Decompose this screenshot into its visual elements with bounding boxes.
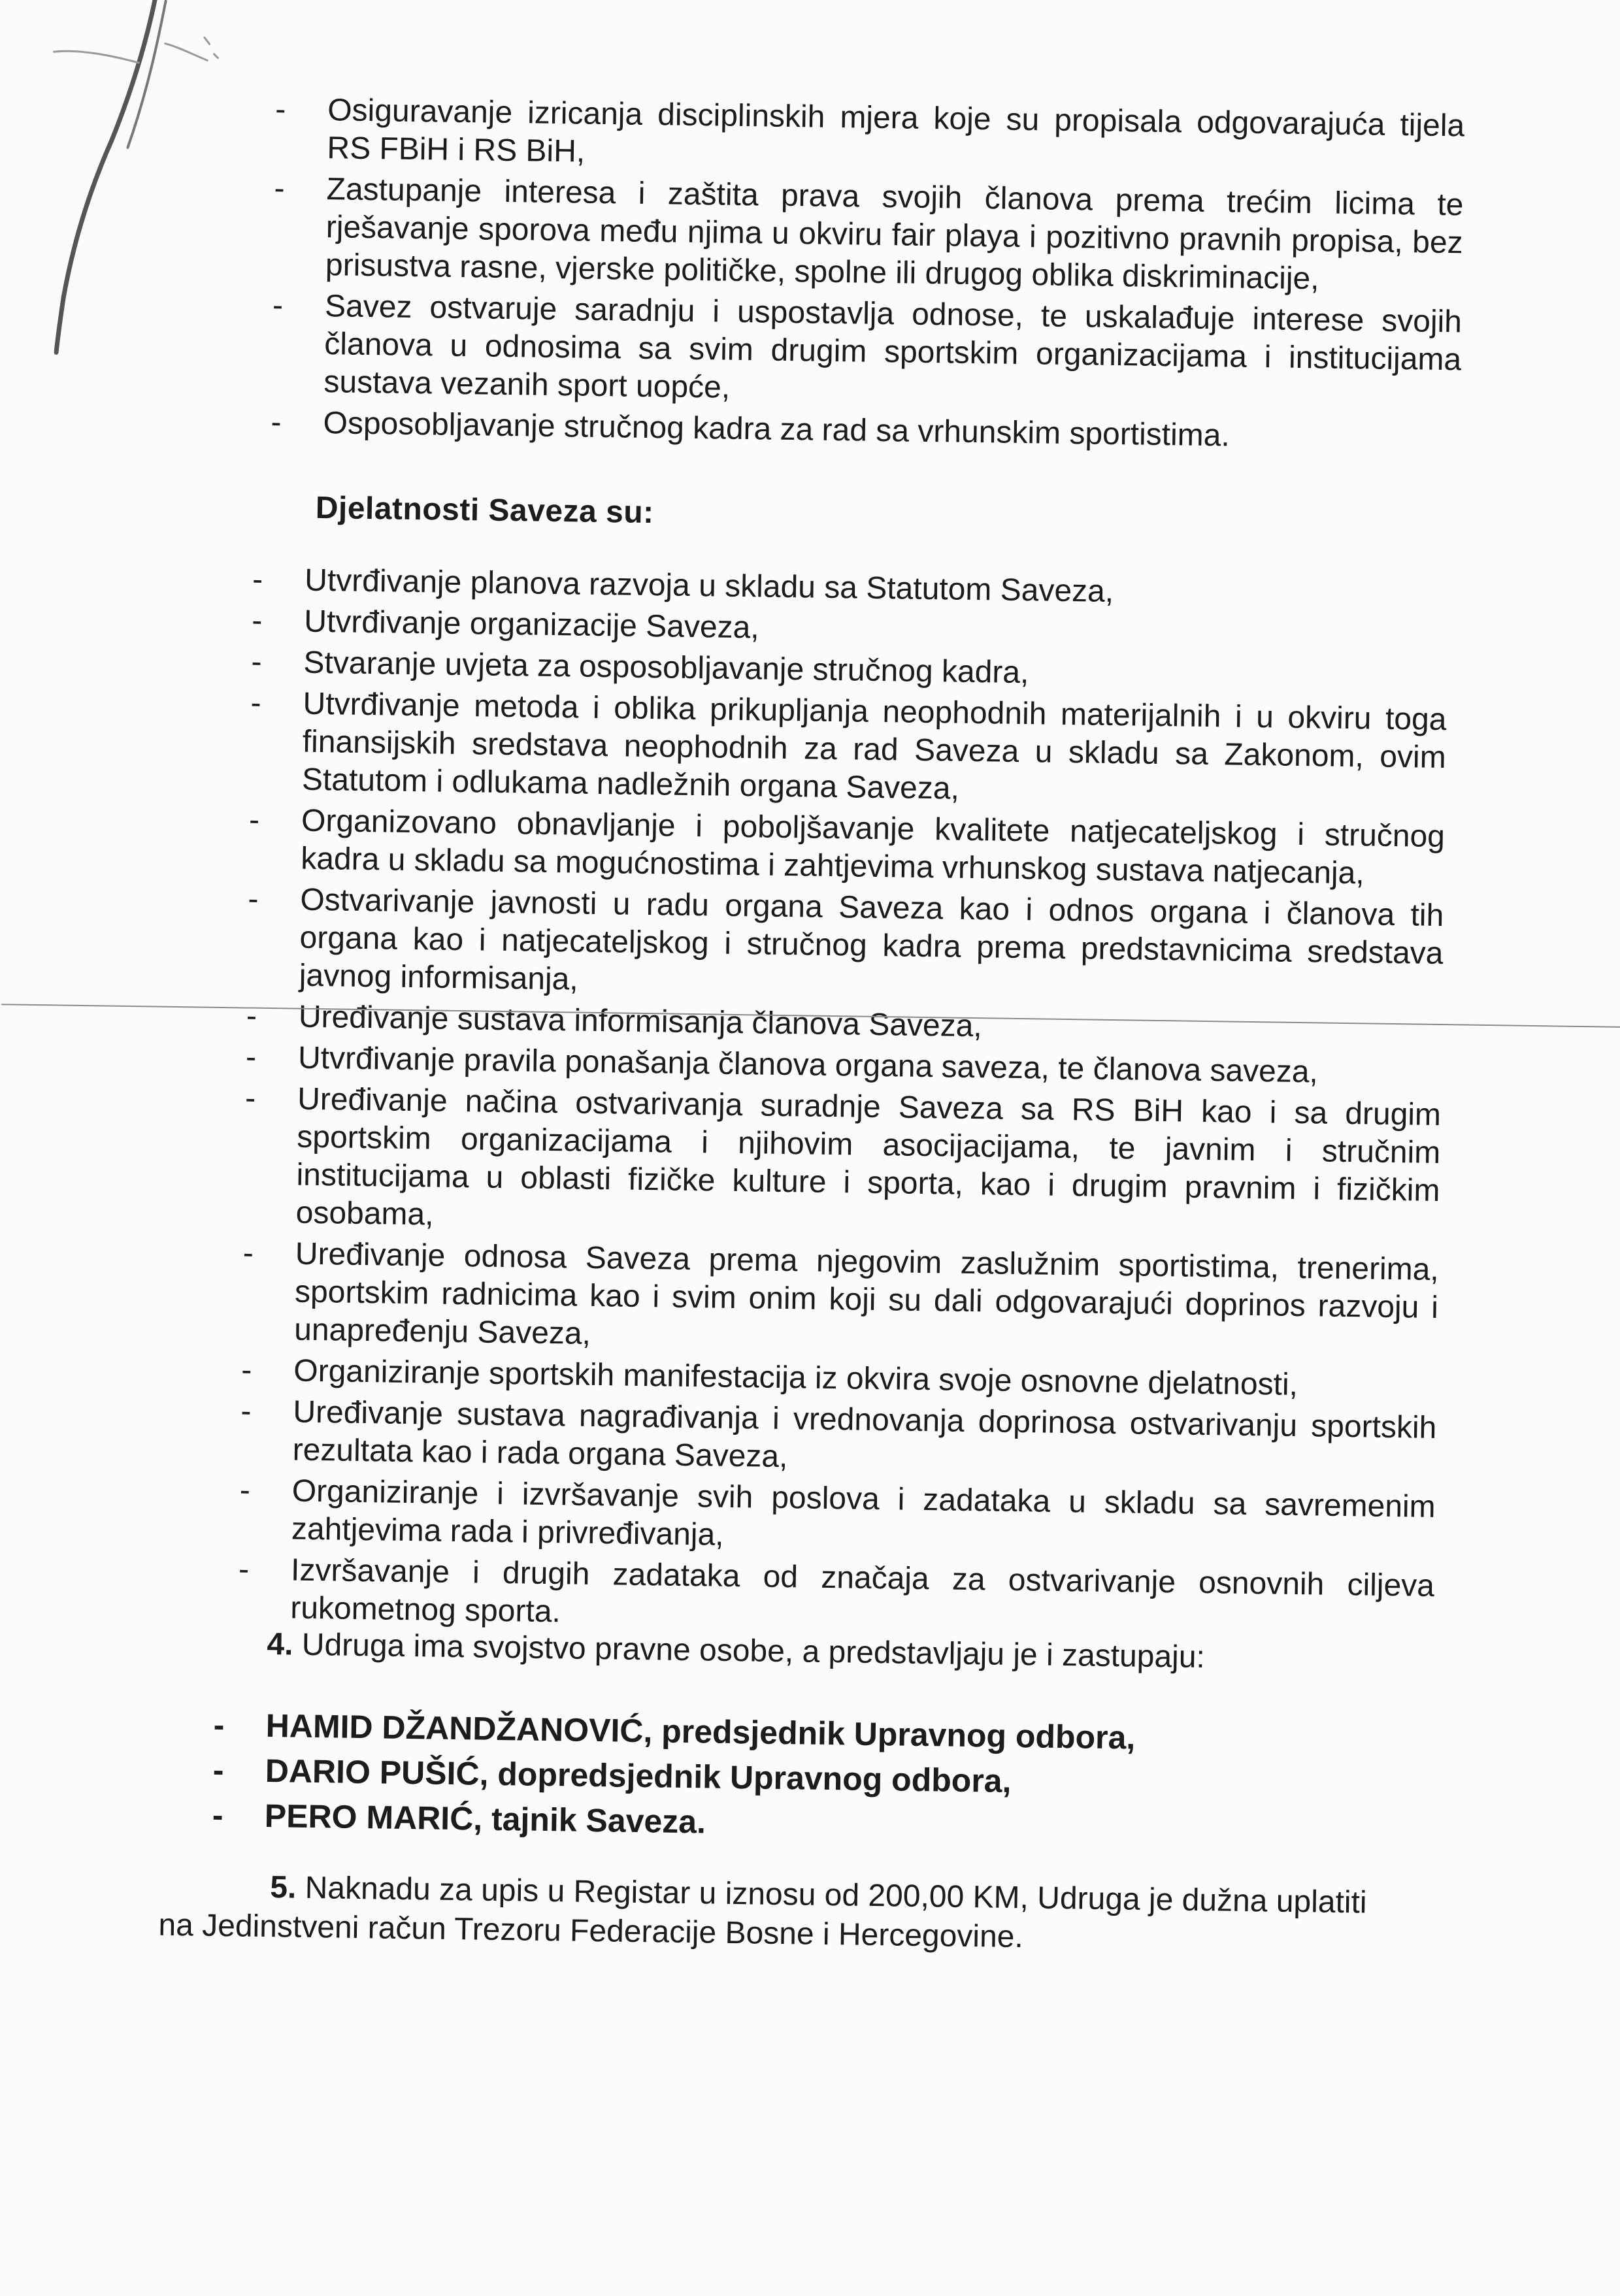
list-item-text: Uređivanje odnosa Saveza prema njegovim zaslužnim sportistima, trenerima, sportskim radnicima kao i svim onim koji su dali odgovarajući doprinos razvoju i unapređenju Saveza, <box>293 1236 1440 1351</box>
list-item-text: Uređivanje sustava informisanja članova Saveza, <box>298 999 983 1044</box>
activity-item <box>243 1079 1441 1248</box>
list-dash: - <box>274 91 286 127</box>
section-4-number: 4. <box>267 1627 293 1662</box>
list-item-text: DARIO PUŠIĆ, dopredsjednik Upravnog odbora, <box>265 1752 1012 1799</box>
activity-item <box>250 685 1447 815</box>
list-dash: - <box>245 1040 257 1075</box>
list-item-text: Zastupanje interesa i zaštita prava svojih članova prema trećim licima te rješavanje sporova među njima u okviru fair playa i pozitivno pravnih propisa, bez prisustva rasne, vjerske političke, spolne ili drugog oblika diskriminacije, <box>325 172 1464 297</box>
list-dash: - <box>251 644 262 680</box>
activity-item <box>239 1471 1436 1564</box>
list-item-text: Osposobljavanje stručnog kadra za rad sa vrhunskim sportistima. <box>323 406 1231 453</box>
list-dash: - <box>248 802 260 838</box>
list-item-text: Utvrđivanje organizacije Saveza, <box>304 604 760 646</box>
activities-heading: Djelatnosti Saveza su: <box>315 490 654 531</box>
list-dash: - <box>252 603 263 638</box>
margin-pen-mark <box>10 0 290 359</box>
list-dash: - <box>212 1796 223 1834</box>
list-dash: - <box>238 1552 250 1587</box>
activity-item <box>242 1234 1439 1365</box>
section-4-text: Udruga ima svojstvo pravne osobe, a predstavljaju je i zastupaju: <box>301 1627 1206 1675</box>
list-item-text: Organizovano obnavljanje i poboljšavanje kvalitete natjecateljskog i stručnog kadra u skladu sa mogućnostima i zahtjevima vrhunskog sustava natjecanja, <box>300 803 1446 891</box>
representatives-list <box>212 1704 1390 1852</box>
activities-list-block <box>238 561 1449 1647</box>
list-dash: - <box>274 171 285 206</box>
section-5-number: 5. <box>269 1870 297 1905</box>
list-item-text: Stvaranje uvjeta za osposobljavanje stručnog kadra, <box>303 645 1029 691</box>
objective-item <box>271 287 1462 417</box>
list-item-text: Savez ostvaruje saradnju i uspostavlja odnose, te uskalađuje interese svojih članova u odnosima sa svim drugim sportskim organizacijama i institucijama sustava vezanih sport uopće, <box>323 289 1463 405</box>
list-dash: - <box>250 685 261 721</box>
list-dash: - <box>246 998 257 1034</box>
representatives-block <box>212 1704 1390 1856</box>
list-dash: - <box>272 287 284 323</box>
list-item-text: Utvrđivanje planova razvoja u skladu sa Statutom Saveza, <box>304 563 1114 609</box>
objectives-list-block <box>271 91 1464 461</box>
list-dash: - <box>213 1706 225 1744</box>
activity-item <box>240 1392 1436 1485</box>
list-item-text: Izvršavanje i drugih zadataka od značaja za ostvarivanje osnovnih ciljeva rukometnog sporta. <box>289 1552 1435 1630</box>
list-item-text: Uređivanje načina ostvarivanja suradnje Saveza sa RS BiH kao i sa drugim sportskim organizacijama i njihovim asocijacijama, te javnim i stručnim institucijama u oblasti fizičke kulture i sporta, kao i drugim pravnim i fizičkim osobama, <box>295 1081 1442 1232</box>
list-dash: - <box>248 881 259 917</box>
list-dash: - <box>239 1473 251 1508</box>
list-item-text: Ostvarivanje javnosti u radu organa Saveza kao i odnos organa i članova tih organa kao i natjecateljskog i stručnog kadra prema predstavnicima sredstava javnog informisanja, <box>299 882 1444 997</box>
list-dash: - <box>241 1353 252 1388</box>
list-dash: - <box>244 1081 256 1116</box>
list-item-text: Organiziranje sportskih manifestacija iz okvira svoje osnovne djelatnosti, <box>293 1353 1298 1403</box>
list-item-text: PERO MARIĆ, tajnik Saveza. <box>264 1797 706 1841</box>
list-item-text: Osiguravanje izricanja disciplinskih mjera koje su propisala odgovarajuća tijela RS FBiH i RS BiH, <box>327 93 1465 169</box>
list-dash: - <box>271 404 282 440</box>
list-dash: - <box>252 562 263 597</box>
list-item-text: Utvrđivanje pravila ponašanja članova organa saveza, te članova saveza, <box>297 1040 1319 1090</box>
list-item-text: Organiziranje i izvršavanje svih poslova i zadataka u skladu sa savremenim zahtjevima rada i privređivanja, <box>291 1473 1436 1552</box>
list-dash: - <box>212 1751 224 1789</box>
list-dash: - <box>242 1236 254 1271</box>
list-dash: - <box>240 1394 252 1429</box>
list-item-text: Uređivanje sustava nagrađivanja i vrednovanja doprinosa ostvarivanju sportskih rezultata kao i rada organa Saveza, <box>292 1394 1437 1475</box>
section-5-text-1: Naknadu za upis u Registar u iznosu od 200,00 KM, Udruga je dužna uplatiti <box>305 1870 1367 1920</box>
objectives-list <box>271 91 1464 458</box>
list-item-text: HAMID DŽANDŽANOVIĆ, predsjednik Upravnog odbora, <box>265 1707 1136 1756</box>
section-5-line-2: na Jedinstveni račun Trezoru Federacije Bosne i Hercegovine. <box>158 1907 1024 1955</box>
activities-list <box>238 561 1449 1643</box>
activity-item <box>246 881 1444 1011</box>
list-item-text: Utvrđivanje metoda i oblika prikupljanja neophodnih materijalnih i u okviru toga finansijskih sredstava neophodnih za rad Saveza u skladu sa Zakonom, ovim Statutom i odlukama nadležnih organa Saveza, <box>301 686 1447 806</box>
section-5-paragraph <box>158 1867 1394 1962</box>
activity-item <box>248 802 1445 894</box>
objective-item <box>273 170 1464 300</box>
objective-item <box>274 91 1464 183</box>
